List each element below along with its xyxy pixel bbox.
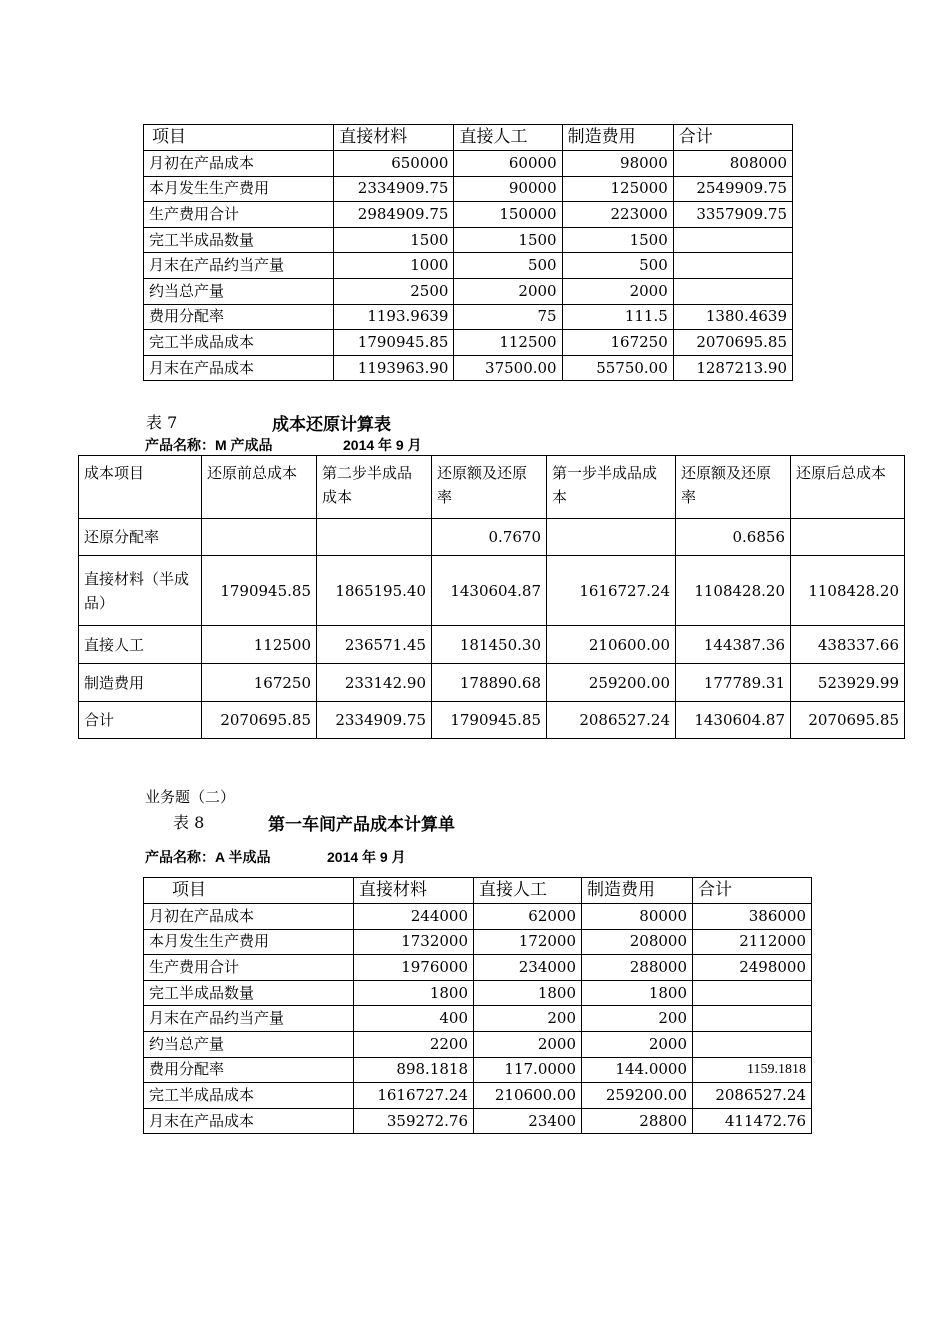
cell: [673, 278, 792, 304]
cell: 167250: [202, 664, 317, 702]
cell: 288000: [582, 955, 693, 981]
row-label: 月初在产品成本: [144, 151, 334, 177]
cell: 2000: [582, 1031, 693, 1057]
table-8-label: 表 8: [173, 813, 205, 832]
cell: 2112000: [693, 929, 812, 955]
table-row: [144, 202, 793, 228]
row-label: 约当总产量: [144, 1031, 354, 1057]
cell: 233142.90: [317, 664, 432, 702]
cell: 234000: [474, 955, 582, 981]
cell: 1800: [582, 980, 693, 1006]
cell: 438337.66: [791, 626, 905, 664]
cell: 808000: [673, 151, 792, 177]
header-cell: 项目: [144, 125, 334, 151]
cell: 144.0000: [582, 1057, 693, 1083]
table-row: [144, 355, 793, 381]
table-row: [144, 1006, 812, 1032]
cell: 125000: [562, 176, 673, 202]
header-cell: 制造费用: [562, 125, 673, 151]
cell: 181450.30: [432, 626, 547, 664]
table-row: [144, 330, 793, 356]
table-row: [79, 556, 905, 626]
row-label: 完工半成品数量: [144, 227, 334, 253]
table-8-title: 第一车间产品成本计算单: [268, 815, 455, 835]
header-cell: 还原前总成本: [202, 456, 317, 519]
cell: 172000: [474, 929, 582, 955]
table-row: [144, 176, 793, 202]
cell: 75: [454, 304, 562, 330]
cell: 1000: [334, 253, 454, 279]
header-cell: 直接人工: [474, 878, 582, 904]
cell: 111.5: [562, 304, 673, 330]
cell: 2549909.75: [673, 176, 792, 202]
cell: 0.6856: [676, 519, 791, 556]
cell: 2070695.85: [791, 702, 905, 739]
header-cell: 第二步半成品成本: [317, 456, 432, 519]
cell: 62000: [474, 904, 582, 930]
table-row: [144, 955, 812, 981]
row-label: 月末在产品成本: [144, 355, 334, 381]
header-cell: 还原后总成本: [791, 456, 905, 519]
header-cell: 合计: [673, 125, 792, 151]
header-cell: 直接人工: [454, 125, 562, 151]
table-header-row: [79, 456, 905, 519]
cell: 1800: [474, 980, 582, 1006]
header-cell: 还原额及还原率: [432, 456, 547, 519]
cell: 523929.99: [791, 664, 905, 702]
table-row: [79, 702, 905, 739]
table-7-period: 2014 年 9 月: [343, 437, 422, 453]
cell: [693, 1006, 812, 1032]
cell: 411472.76: [693, 1108, 812, 1134]
cost-table-workshop-1: [143, 877, 812, 1134]
cell: 112500: [454, 330, 562, 356]
cell: 1800: [354, 980, 474, 1006]
cell: 1380.4639: [673, 304, 792, 330]
cell: 28800: [582, 1108, 693, 1134]
cell: 1500: [454, 227, 562, 253]
table-row: [144, 1108, 812, 1134]
row-label: 约当总产量: [144, 278, 334, 304]
table-row: [144, 253, 793, 279]
cell: 650000: [334, 151, 454, 177]
table-7-product-name: 产品名称：M 产成品: [145, 437, 273, 453]
cell: 150000: [454, 202, 562, 228]
row-label: 月初在产品成本: [144, 904, 354, 930]
table-row: [144, 278, 793, 304]
cell: 2200: [354, 1031, 474, 1057]
cell: 1865195.40: [317, 556, 432, 626]
cell: 177789.31: [676, 664, 791, 702]
cell: 2498000: [693, 955, 812, 981]
cell: 2334909.75: [334, 176, 454, 202]
cell: [693, 1031, 812, 1057]
cell: 1732000: [354, 929, 474, 955]
cell: [673, 227, 792, 253]
row-label: 直接人工: [79, 626, 202, 664]
cell: 80000: [582, 904, 693, 930]
cell: 210600.00: [474, 1083, 582, 1109]
cell: 117.0000: [474, 1057, 582, 1083]
cell: 2086527.24: [547, 702, 676, 739]
table-row: [144, 151, 793, 177]
table-row: [144, 304, 793, 330]
table-row: [144, 904, 812, 930]
table-header-row: [144, 125, 793, 151]
cell: 1430604.87: [432, 556, 547, 626]
cell: 1287213.90: [673, 355, 792, 381]
cell: 3357909.75: [673, 202, 792, 228]
cell: 400: [354, 1006, 474, 1032]
cell: 1616727.24: [547, 556, 676, 626]
table-row: [144, 1057, 812, 1083]
cell: 23400: [474, 1108, 582, 1134]
cell: 2070695.85: [673, 330, 792, 356]
cost-table-top: [143, 124, 793, 381]
cost-restoration-table: [78, 455, 905, 739]
cell: 2000: [454, 278, 562, 304]
cell: 208000: [582, 929, 693, 955]
table-8-product-name: 产品名称：A 半成品: [145, 849, 271, 865]
row-label: 还原分配率: [79, 519, 202, 556]
row-label: 制造费用: [79, 664, 202, 702]
cell: 90000: [454, 176, 562, 202]
cell: 359272.76: [354, 1108, 474, 1134]
cell: 1159.1818: [693, 1057, 812, 1083]
row-label: 月末在产品约当产量: [144, 253, 334, 279]
cell: 1193963.90: [334, 355, 454, 381]
row-label: 合计: [79, 702, 202, 739]
header-cell: 还原额及还原率: [676, 456, 791, 519]
cell: 210600.00: [547, 626, 676, 664]
row-label: 完工半成品成本: [144, 1083, 354, 1109]
header-cell: 第一步半成品成本: [547, 456, 676, 519]
cell: 1790945.85: [432, 702, 547, 739]
cell: 2334909.75: [317, 702, 432, 739]
cell: 898.1818: [354, 1057, 474, 1083]
section-title: 业务题（二）: [145, 788, 236, 806]
cell: 1193.9639: [334, 304, 454, 330]
cell: [317, 519, 432, 556]
cell: 1500: [562, 227, 673, 253]
table-row: [144, 929, 812, 955]
table-row: [79, 664, 905, 702]
cell: 167250: [562, 330, 673, 356]
cell: 60000: [454, 151, 562, 177]
cell: 0.7670: [432, 519, 547, 556]
row-label: 月末在产品约当产量: [144, 1006, 354, 1032]
cell: 37500.00: [454, 355, 562, 381]
cell: 178890.68: [432, 664, 547, 702]
cell: 2500: [334, 278, 454, 304]
cell: 2070695.85: [202, 702, 317, 739]
cell: [791, 519, 905, 556]
header-cell: 合计: [693, 878, 812, 904]
cell: 200: [474, 1006, 582, 1032]
cell: 259200.00: [547, 664, 676, 702]
cell: 2000: [562, 278, 673, 304]
table-header-row: [144, 878, 812, 904]
cell: 500: [562, 253, 673, 279]
cell: [202, 519, 317, 556]
cell: 112500: [202, 626, 317, 664]
cell: 1108428.20: [676, 556, 791, 626]
cell: 2984909.75: [334, 202, 454, 228]
cell: 244000: [354, 904, 474, 930]
cell: 1976000: [354, 955, 474, 981]
header-cell: 直接材料: [354, 878, 474, 904]
row-label: 本月发生生产费用: [144, 176, 334, 202]
row-label: 本月发生生产费用: [144, 929, 354, 955]
cell: 236571.45: [317, 626, 432, 664]
header-cell: 直接材料: [334, 125, 454, 151]
table-row: [79, 519, 905, 556]
table-8-period: 2014 年 9 月: [327, 849, 406, 865]
cell: 1108428.20: [791, 556, 905, 626]
row-label: 完工半成品数量: [144, 980, 354, 1006]
cell: 259200.00: [582, 1083, 693, 1109]
cell: 2086527.24: [693, 1083, 812, 1109]
cell: 98000: [562, 151, 673, 177]
row-label: 生产费用合计: [144, 202, 334, 228]
cell: 144387.36: [676, 626, 791, 664]
row-label: 生产费用合计: [144, 955, 354, 981]
cell: 1790945.85: [334, 330, 454, 356]
table-row: [79, 626, 905, 664]
table-row: [144, 227, 793, 253]
table-row: [144, 1031, 812, 1057]
header-cell: 成本项目: [79, 456, 202, 519]
cell: 223000: [562, 202, 673, 228]
cell: 55750.00: [562, 355, 673, 381]
table-7-title: 成本还原计算表: [272, 415, 391, 435]
table-row: [144, 980, 812, 1006]
cell: [673, 253, 792, 279]
table-row: [144, 1083, 812, 1109]
row-label: 月末在产品成本: [144, 1108, 354, 1134]
table-7-label: 表 7: [146, 413, 178, 432]
cell: 1500: [334, 227, 454, 253]
cell: 1430604.87: [676, 702, 791, 739]
row-label: 完工半成品成本: [144, 330, 334, 356]
header-cell: 制造费用: [582, 878, 693, 904]
cell: 1790945.85: [202, 556, 317, 626]
cell: [693, 980, 812, 1006]
row-label: 直接材料（半成品）: [79, 556, 202, 626]
row-label: 费用分配率: [144, 1057, 354, 1083]
header-cell: 项目: [144, 878, 354, 904]
cell: 2000: [474, 1031, 582, 1057]
cell: 200: [582, 1006, 693, 1032]
cell: 386000: [693, 904, 812, 930]
cell: [547, 519, 676, 556]
cell: 1616727.24: [354, 1083, 474, 1109]
row-label: 费用分配率: [144, 304, 334, 330]
cell: 500: [454, 253, 562, 279]
